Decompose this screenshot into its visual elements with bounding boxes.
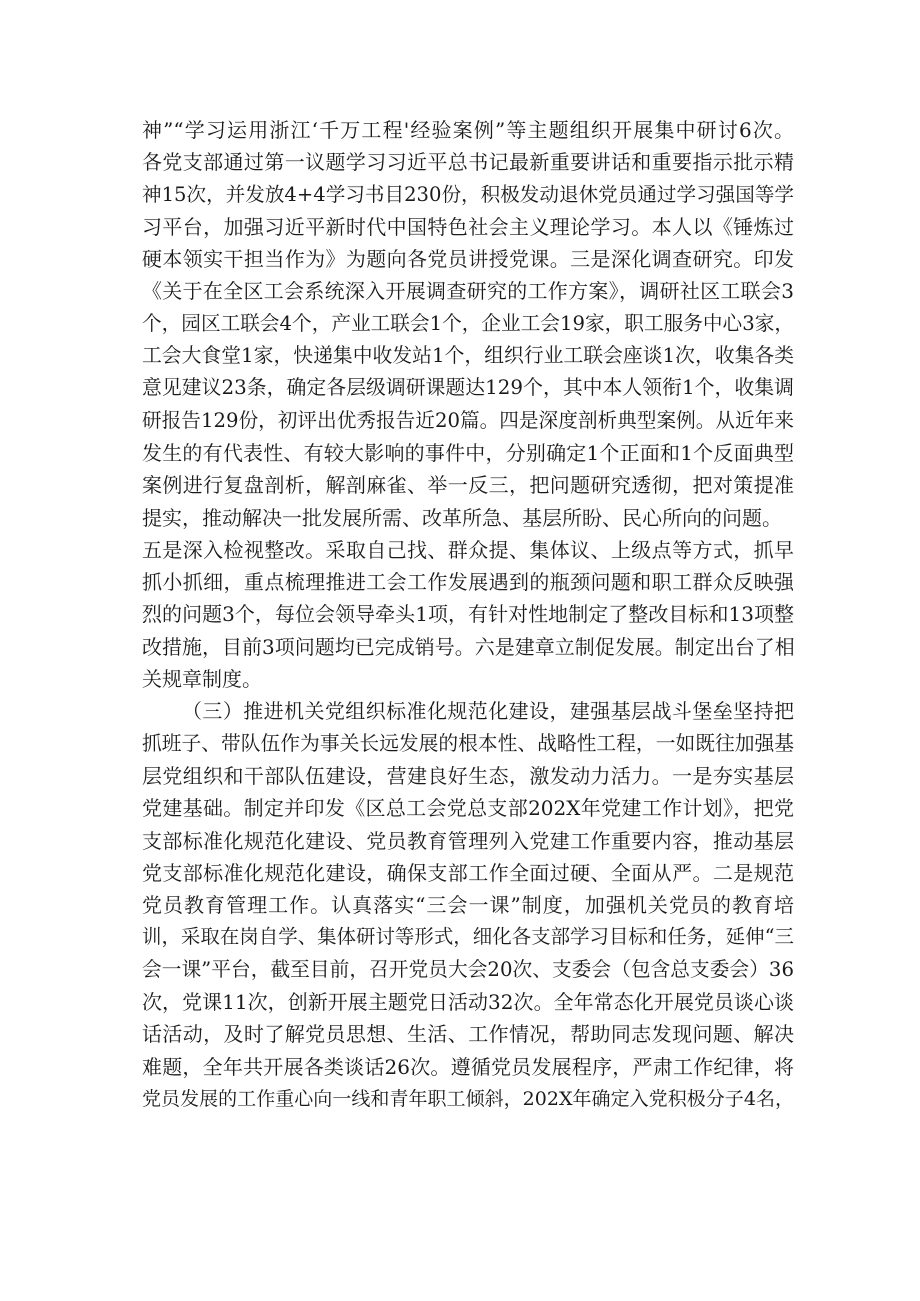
text-line: 抓班子、带队伍作为事关长远发展的根本性、战略性工程，一如既往加强基 bbox=[142, 731, 794, 755]
text-line: 硬本领实干担当作为》为题向各党员讲授党课。三是深化调查研究。印发 bbox=[142, 247, 794, 272]
text-line: 烈的问题3个，每位会领导牵头1项，有针对性地制定了整改目标和13项整 bbox=[142, 602, 794, 627]
text-line: 次，党课11次，创新开展主题党日活动32次。全年常态化开展党员谈心谈 bbox=[142, 990, 794, 1015]
text-line: 抓小抓细，重点梳理推进工会工作发展遇到的瓶颈问题和职工群众反映强 bbox=[142, 570, 794, 595]
text-line: 《关于在全区工会系统深入开展调查研究的工作方案》，调研社区工联会3 bbox=[142, 279, 794, 304]
text-line: 话活动，及时了解党员思想、生活、工作情况，帮助同志发现问题、解决 bbox=[142, 1022, 794, 1047]
text-line: 党员教育管理工作。认真落实“三会一课”制度，加强机关党员的教育培 bbox=[142, 893, 794, 918]
text-line: 层党组织和干部队伍建设，营建良好生态，激发动力活力。一是夯实基层 bbox=[142, 763, 794, 788]
text-line: 关规章制度。 bbox=[142, 667, 262, 692]
text-line: 工会大食堂1家，快递集中收发站1个，组织行业工联会座谈1次，收集各类 bbox=[142, 344, 794, 368]
text-line: 五是深入检视整改。采取自己找、群众提、集体议、上级点等方式，抓早 bbox=[142, 537, 794, 562]
text-line: 难题，全年共开展各类谈话26次。遵循党员发展程序，严肃工作纪律，将 bbox=[142, 1054, 794, 1079]
text-line: 神”“学习运用浙江‘千万工程'经验案例”等主题组织开展集中研讨6次。 bbox=[142, 118, 794, 142]
text-line: 习平台，加强习近平新时代中国特色社会主义理论学习。本人以《锤炼过 bbox=[142, 214, 794, 239]
text-line: 会一课”平台，截至目前，召开党员大会20次、支委会（包含总支委会）36 bbox=[142, 957, 794, 981]
text-line: 支部标准化规范化建设、党员教育管理列入党建工作重要内容，推动基层 bbox=[142, 828, 794, 853]
text-line: 案例进行复盘剖析，解剖麻雀、举一反三，把问题研究透彻，把对策提准 bbox=[142, 473, 794, 498]
text-line: 个，园区工联会4个，产业工联会1个，企业工会19家，职工服务中心3家， bbox=[142, 311, 794, 335]
text-line: 提实，推动解决一批发展所需、改革所急、基层所盼、民心所向的问题。 bbox=[142, 505, 782, 530]
text-line: 改措施，目前3项问题均已完成销号。六是建章立制促发展。制定出台了相 bbox=[142, 634, 795, 659]
document-body bbox=[142, 114, 794, 1115]
text-line: 训，采取在岗自学、集体研讨等形式，细化各支部学习目标和任务，延伸“三 bbox=[142, 925, 794, 949]
paragraph-1 bbox=[142, 114, 794, 695]
text-line: 神15次，并发放4+4学习书目230份，积极发动退休党员通过学习强国等学 bbox=[142, 182, 794, 206]
text-line: 各党支部通过第一议题学习习近平总书记最新重要讲话和重要指示批示精 bbox=[142, 150, 794, 175]
text-line: 研报告129份，初评出优秀报告近20篇。四是深度剖析典型案例。从近年来 bbox=[142, 408, 794, 432]
text-line: 发生的有代表性、有较大影响的事件中，分别确定1个正面和1个反面典型 bbox=[142, 440, 794, 465]
text-line: 意见建议23条，确定各层级调研课题达129个，其中本人领衔1个，收集调 bbox=[142, 376, 794, 400]
text-line: 党支部标准化规范化建设，确保支部工作全面过硬、全面从严。二是规范 bbox=[142, 860, 794, 885]
text-line: 党建基础。制定并印发《区总工会党总支部202X年党建工作计划》，把党 bbox=[142, 796, 794, 821]
text-line: （三）推进机关党组织标准化规范化建设，建强基层战斗堡垒坚持把 bbox=[182, 699, 794, 724]
text-line: 党员发展的工作重心向一线和青年职工倾斜，202X年确定入党积极分子4名， bbox=[142, 1087, 794, 1110]
paragraph-2 bbox=[142, 695, 794, 1115]
